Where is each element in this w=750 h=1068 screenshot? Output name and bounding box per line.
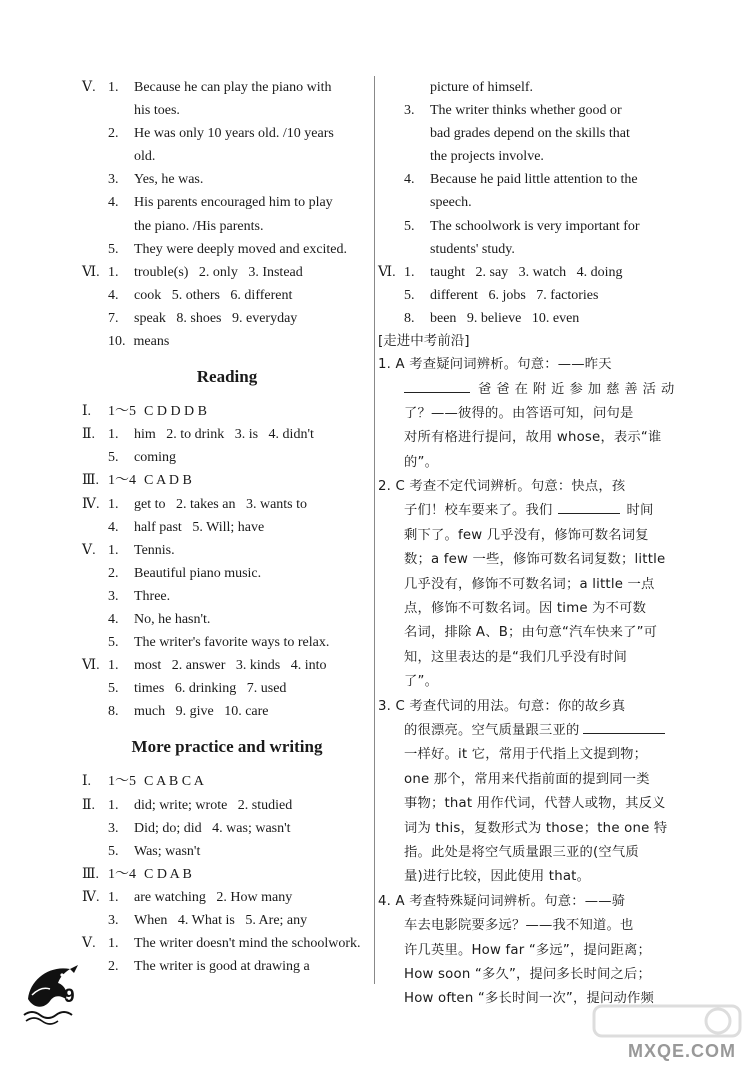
q3-line-8: 量)进行比较，因此使用 that。 — [404, 869, 591, 885]
answer-line — [82, 955, 372, 978]
answer-line — [82, 215, 372, 238]
item-number: 4. — [404, 172, 415, 188]
roman-numeral: Ⅴ. — [82, 936, 96, 952]
item-number: 3. — [404, 103, 415, 119]
answer-line — [378, 261, 674, 284]
answer-line — [82, 423, 372, 446]
answer-line — [82, 608, 372, 631]
answer-text: taught 2. say 3. watch 4. doing — [430, 264, 623, 280]
answer-line — [378, 215, 674, 238]
answer-line — [82, 493, 372, 516]
item-number: 3. — [108, 913, 119, 928]
answer-text: speak 8. shoes 9. everyday — [134, 310, 298, 326]
answer-line — [82, 238, 372, 261]
answer-text: Tennis. — [134, 542, 175, 558]
q1-line-2: 爸爸在附近参加慈善活动 — [378, 378, 674, 402]
answers-block-part1 — [82, 76, 372, 353]
answer-line — [82, 585, 372, 608]
explanation-q2 — [378, 475, 674, 695]
answer-text: Because he can play the piano with — [134, 80, 332, 95]
answer-text: The writer thinks whether good or — [430, 103, 622, 119]
item-number: 1. — [108, 496, 119, 512]
item-number: 4. — [108, 195, 119, 211]
answer-text: Was; wasn't — [134, 843, 201, 859]
answer-text: bad grades depend on the skills that — [430, 126, 630, 142]
section-title: [走进中考前沿] — [378, 333, 470, 350]
item-number: 8. — [404, 310, 415, 326]
answer-line — [82, 400, 372, 423]
page-number: 9 — [64, 986, 75, 1007]
answer-blank — [583, 719, 665, 734]
answer-line — [82, 562, 372, 585]
answer-text: His parents encouraged him to play — [134, 195, 333, 211]
answer-text: C D A B — [144, 866, 192, 882]
q1-line-3: 了？——彼得的。由答语可知，问句是 — [404, 405, 634, 421]
answer-line — [378, 168, 674, 191]
answer-line — [82, 654, 372, 677]
answer-line — [82, 631, 372, 654]
answer-line — [378, 238, 674, 261]
item-number: 5. — [108, 843, 119, 859]
answer-line — [82, 932, 372, 955]
q3-line-1: 3. C 考查代词的用法。句意：你的故乡真 — [378, 698, 626, 714]
answer-text: means — [133, 334, 170, 350]
answer-line — [82, 446, 372, 469]
roman-numeral: Ⅵ. — [82, 264, 100, 280]
answer-text: trouble(s) 2. only 3. Instead — [134, 264, 303, 280]
answer-text: picture of himself. — [430, 80, 534, 95]
q1-line-1: 1. A 考查疑问词辨析。句意：——昨天 — [378, 357, 612, 373]
item-number: 5. — [108, 681, 119, 697]
answer-line — [82, 145, 372, 168]
answer-text: Yes, he was. — [134, 172, 204, 188]
answer-line — [378, 99, 674, 122]
answer-line — [82, 909, 372, 932]
q2-line-4: 数；a few 一些，修饰可数名词复数；little — [404, 552, 666, 568]
item-number: 1. — [108, 427, 119, 443]
q3-line-7: 指。此处是将空气质量跟三亚的(空气质 — [404, 844, 639, 860]
answer-line — [82, 261, 372, 284]
q2-line-8: 知，这里表达的是“我们几乎没有时间 — [404, 649, 628, 665]
answer-line — [82, 794, 372, 817]
answer-text: When 4. What is 5. Are; any — [134, 913, 308, 928]
q4-line-5: How often “多长时间一次”，提问动作频 — [404, 991, 655, 1007]
q2-line-2: 子们！校车要来了。我们 时间 — [378, 499, 674, 523]
q3-line-4: one 那个，常用来代指前面的提到同一类 — [404, 771, 650, 787]
answer-line — [82, 122, 372, 145]
answer-text: did; write; wrote 2. studied — [134, 797, 293, 813]
watermark-text: MXQE.COM — [627, 1041, 736, 1061]
item-number: 3. — [108, 820, 119, 836]
q3-line-5: 事物；that 用作代词，代替人或物，其反义 — [404, 796, 666, 812]
left-column — [82, 76, 372, 978]
roman-numeral: Ⅳ. — [82, 889, 100, 905]
answer-line — [378, 307, 674, 330]
q1-line-5: 的”。 — [404, 454, 439, 470]
answer-line — [378, 284, 674, 307]
item-number: 5. — [108, 635, 119, 651]
q1-line-4: 对所有格进行提问，故用 whose，表示“谁 — [404, 430, 662, 446]
q4-line-2: 车去电影院要多远？——我不知道。也 — [404, 918, 634, 934]
answer-text: coming — [134, 450, 176, 466]
q3-line-2: 的很漂亮。空气质量跟三亚的 — [378, 719, 674, 743]
answer-text: Three. — [134, 588, 171, 604]
roman-numeral: Ⅳ. — [82, 496, 100, 512]
answer-line — [82, 284, 372, 307]
roman-numeral: Ⅱ. — [82, 797, 96, 813]
answer-text: The writer's favorite ways to relax. — [134, 635, 330, 651]
answers-block-continued — [378, 76, 674, 330]
answer-line — [378, 76, 674, 99]
item-number: 2. — [108, 565, 119, 581]
roman-numeral: Ⅴ. — [82, 542, 96, 558]
roman-numeral: Ⅱ. — [82, 427, 96, 443]
answer-text: students' study. — [430, 241, 515, 257]
roman-numeral: Ⅵ. — [378, 264, 396, 280]
answer-text: He was only 10 years old. /10 years — [134, 126, 334, 142]
answer-text: The schoolwork is very important for — [430, 218, 640, 234]
item-number: 1. — [108, 542, 119, 558]
answer-text: are watching 2. How many — [134, 889, 293, 905]
item-number: 3. — [108, 588, 119, 604]
item-number: 2. — [108, 126, 119, 142]
q2-line-7: 名词，排除 A、B；由句意“汽车快来了”可 — [404, 625, 658, 641]
answer-line — [82, 817, 372, 840]
roman-numeral: Ⅰ. — [82, 404, 92, 420]
item-number: 4. — [108, 287, 119, 303]
item-number: 10. — [108, 334, 126, 350]
answer-line — [82, 76, 372, 99]
item-number: 1. — [108, 80, 119, 95]
q4-line-3: 许几英里。How far “多远”，提问距离； — [404, 942, 651, 958]
item-number: 1. — [108, 658, 119, 674]
answer-text: cook 5. others 6. different — [134, 287, 293, 303]
heading-reading: Reading — [196, 367, 258, 387]
answer-text: him 2. to drink 3. is 4. didn't — [134, 427, 314, 443]
item-number: 7. — [108, 310, 119, 326]
answers-block-reading — [82, 400, 372, 723]
item-number: 1～4 — [108, 866, 136, 882]
answer-line — [82, 330, 372, 353]
item-number: 8. — [108, 704, 119, 720]
answer-text: C A B C A — [144, 774, 204, 790]
q2-line-5: 几乎没有，修饰不可数名词；a little 一点 — [404, 576, 655, 592]
item-number: 4. — [108, 611, 119, 627]
answer-text: The writer is good at drawing a — [134, 959, 310, 975]
q2-line-3: 剩下了。few 几乎没有，修饰可数名词复 — [404, 527, 649, 543]
answer-text: The writer doesn't mind the schoolwork. — [134, 936, 361, 952]
answer-text: Beautiful piano music. — [134, 565, 262, 581]
roman-numeral: Ⅲ. — [82, 866, 100, 882]
q2-line-9: 了”。 — [404, 674, 439, 690]
answer-text: old. — [134, 149, 156, 165]
answer-text: C A D B — [144, 473, 192, 489]
answer-line — [82, 516, 372, 539]
answer-text: Did; do; did 4. was; wasn't — [134, 820, 291, 836]
answers-block-more-practice — [82, 770, 372, 978]
answer-text: the piano. /His parents. — [134, 218, 264, 234]
item-number: 5. — [108, 450, 119, 466]
explanation-q1 — [378, 353, 680, 475]
roman-numeral: Ⅲ. — [82, 473, 100, 489]
right-column — [378, 76, 680, 1012]
answer-text: C D D D B — [144, 404, 208, 420]
answer-text: speech. — [430, 195, 472, 211]
answer-line — [378, 191, 674, 214]
answer-text: most 2. answer 3. kinds 4. into — [134, 658, 327, 674]
item-number: 5. — [108, 241, 119, 257]
heading-more-practice: More practice and writing — [131, 737, 323, 757]
answer-text: the projects involve. — [430, 149, 544, 165]
item-number: 1. — [404, 264, 415, 280]
item-number: 1. — [108, 889, 119, 905]
answer-text: Because he paid little attention to the — [430, 172, 638, 188]
roman-numeral: Ⅵ. — [82, 658, 100, 674]
answer-text: They were deeply moved and excited. — [134, 241, 348, 257]
explanation-q3 — [378, 695, 674, 890]
item-number: 1. — [108, 797, 119, 813]
answer-line — [82, 168, 372, 191]
item-number: 1. — [108, 936, 119, 952]
dolphin-logo-icon — [20, 955, 90, 1025]
q3-line-6: 词为 this，复数形式为 those；the one 特 — [404, 820, 668, 836]
answer-line — [378, 145, 674, 168]
answer-line — [82, 307, 372, 330]
item-number: 5. — [404, 218, 415, 234]
answer-line — [82, 840, 372, 863]
item-number: 1～5 — [108, 774, 136, 790]
item-number: 5. — [404, 287, 415, 303]
answer-line — [82, 700, 372, 723]
answer-text: get to 2. takes an 3. wants to — [134, 496, 308, 512]
q2-line-1: 2. C 考查不定代词辨析。句意：快点，孩 — [378, 479, 626, 495]
answer-text: No, he hasn't. — [134, 611, 211, 627]
answer-blank — [558, 499, 620, 514]
item-number: 2. — [108, 959, 119, 975]
q2-line-6: 点，修饰不可数名词。因 time 为不可数 — [404, 601, 647, 617]
answer-text: much 9. give 10. care — [134, 704, 269, 720]
answer-text: his toes. — [134, 103, 180, 119]
item-number: 4. — [108, 519, 119, 535]
answer-text: been 9. believe 10. even — [430, 310, 580, 326]
q4-line-4: How soon “多久”，提问多长时间之后； — [404, 966, 652, 982]
answer-line — [82, 191, 372, 214]
answer-line — [82, 770, 372, 793]
answer-blank — [404, 378, 470, 393]
answer-line — [82, 539, 372, 562]
answer-line — [378, 122, 674, 145]
q4-line-1: 4. A 考查特殊疑问词辨析。句意：——骑 — [378, 893, 626, 909]
answer-text: different 6. jobs 7. factories — [430, 287, 599, 303]
roman-numeral: Ⅴ. — [82, 80, 96, 95]
item-number: 1～5 — [108, 404, 136, 420]
explanation-q4 — [378, 890, 674, 1012]
answer-line — [82, 99, 372, 122]
answer-text: times 6. drinking 7. used — [134, 681, 287, 697]
column-divider — [374, 76, 375, 984]
answer-text: half past 5. Will; have — [134, 519, 265, 535]
item-number: 3. — [108, 172, 119, 188]
roman-numeral: Ⅰ. — [82, 774, 92, 790]
answer-line — [82, 863, 372, 886]
answer-line — [82, 469, 372, 492]
answer-line — [82, 677, 372, 700]
answer-line — [82, 886, 372, 909]
q3-line-3: 一样好。it 它，常用于代指上文提到物； — [404, 747, 648, 763]
item-number: 1～4 — [108, 473, 136, 489]
item-number: 1. — [108, 264, 119, 280]
